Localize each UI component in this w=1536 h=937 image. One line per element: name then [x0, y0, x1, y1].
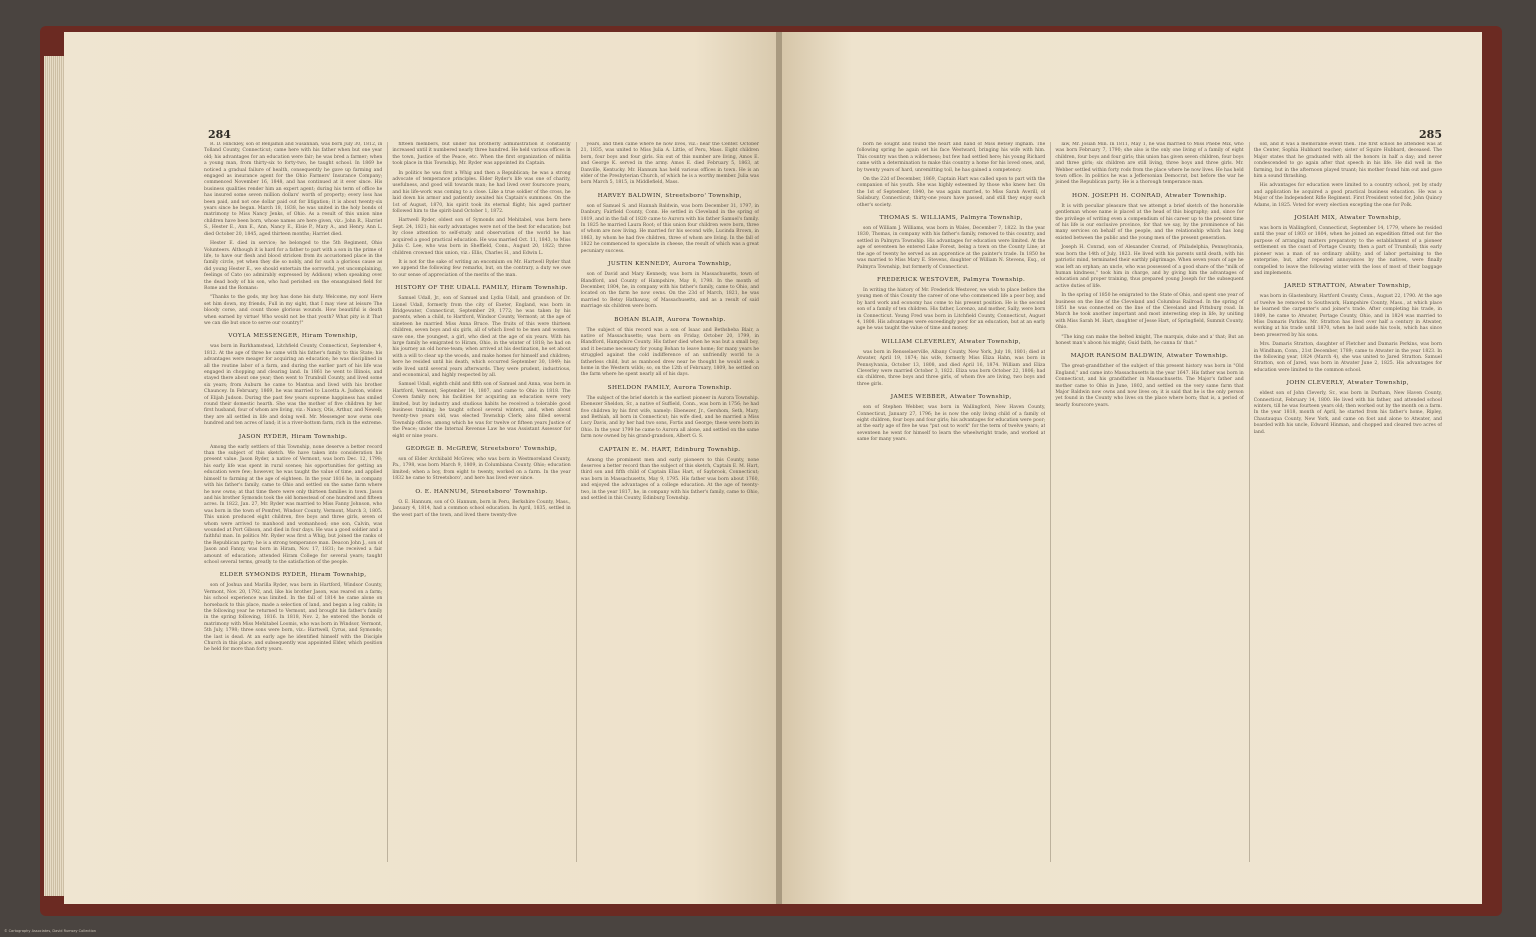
paragraph: R. D. Hinckley, son of Benjamin and Susannah, was born July 30, 1812, in Tolland County, Connecticut; came here with his father when but one year old; his advantages for an education were fair; he was bred a farmer; when a young man, from thirty-six to forty-two, he taught school. In 1869 he noticed a gradual failure of health, consequently he gave up farming and engaged as insurance agent for the Ohio Farmers' Insurance Company; commenced November 16, 1848, and has continued at it ever since. His business qualities render him an expert agent; during his term of office he has insured some seven million dollars' worth of property; every loss has been paid, and not one dollar paid out for litigation; it is about twenty-six years since he began. March 18, 1838, he was united in the holy bonds of matrimony to Miss Nancy Jenks, of Ohio. As a result of this union nine children have been born, whose names are here given, viz.: John R., Harriet S., Hester E., Ann E., Ann, Nancy E., Elsie P., Mary A., and Henry. Ann L. died October 20, 1845, aged thirteen months; Harriet died.	[204, 142, 383, 237]
section-heading: WILLIAM CLEVERLEY, Atwater Township,	[881, 338, 1021, 345]
paragraph: born he sought and found the heart and hand of Miss Betsey Ingham. The following spring he again set his face Westward, bringing his wife with him. This country was then a wilderness; but few had settled here; his young Richard came with a determination to make this country a home for his loved ones, and, by twenty years of hard, unremitting toil, he has gained a competency.	[857, 142, 1046, 173]
section-heading: HON. JOSEPH H. CONRAD, Atwater Township.	[1072, 192, 1227, 199]
section-heading: ELDER SYMONDS RYDER, Hiram Township,	[219, 572, 367, 579]
paragraph: Hester E. died in service; he belonged to the 5th Regiment, Ohio Volunteers. Although it is hard for a father to part with a son in the prime of life, to have our flesh and blood stricken from its accustomed place in the family circle, yet when they die so nobly, and for such a glorious cause as did young Hester E., we should entertain the sorrowful, yet uncomplaining, feelings of Cato (so admirably expressed by Addison) when speaking over the dead body of his son, who had perished on the ensanguined field for Rome and the Romans:	[204, 241, 383, 291]
paragraph: Among the prominent men and early pioneers to this County, none deserves a better record than the subject of this sketch, Captain E. M. Hart, third son and fifth child of Captain Elias Hart, of Saybrook, Connecticut; was born in Massachusetts, May 9, 1795. His father was born about 1760, and enjoyed the advantages of a college education. At the age of twenty-two, in the year 1817, he, in company with his father's family, came to Ohio, and settled in this County, Edinburg Township.	[580, 457, 759, 502]
section-heading: THOMAS S. WILLIAMS, Palmyra Township,	[879, 215, 1023, 222]
paragraph: "Thanks to the gods, my boy has done his duty. Welcome, my son! Here set him down, my friends, Full in my sight, that I may view at leisure The bloody corse, and count those glorious wounds. How beautiful is death when earned by virtue! Who would not be that youth? What pity is it That we can die but once to serve our country!"	[204, 295, 383, 326]
section-heading: JOHN CLEVERLY, Atwater Township,	[1286, 380, 1409, 387]
section-heading: JOSIAH MIX, Atwater Township,	[1294, 215, 1402, 222]
paragraph: was born in Rensselaerville, Albany County, New York, July 18, 1801; died at Atwater, April 19, 1874; his wife, formerly Miss Eliza Hahn, was born in Pennsylvania, October 13, 1808, and died April 16, 1874. William and Eliza Cleverley were married October 3, 1822. Eliza was born October 22, 1806; had six children, three boys and three girls, of whom five are living, two boys and three girls.	[857, 349, 1046, 387]
section-heading: O. E. HANNUM, Streetsboro' Township.	[415, 488, 548, 495]
paragraph: The great-grandfather of the subject of this present history was born in "Old England," and came into Massachusetts in the year 1647. His father was born in Connecticut, and his grandfather in Massachusetts. The Major's father and mother came to Ohio in June, 1802, and settled on the very same farm that Major Baldwin now owns and now lives on; it is said that he is the only person yet found in the County who lives on the place where born; that is, a period of nearly fourscore years.	[1055, 364, 1244, 408]
column-rule	[387, 142, 388, 862]
left-page-column-3	[581, 142, 759, 862]
column-rule	[576, 142, 577, 862]
paragraph: In politics he was first a Whig and then a Republican; he was a strong advocate of temperance principles. Elder Ryder's life was one of charity, usefulness, and good will towards man; he had lived over fourscore years, and his life-work was coming to a close. Like a true soldier of the cross, he laid down his armor and patiently awaited his Captain's summons. On the 1st of August, 1870, his spirit took its eternal flight; his aged partner followed him to the spirit-land October 1, 1872.	[392, 170, 571, 215]
section-heading: HISTORY OF THE UDALL FAMILY, Hiram Township.	[395, 285, 568, 292]
left-page-number: 284	[208, 128, 231, 141]
paragraph: "The king can make the belted knight, The marquis, duke and a' that; But an honest man's aboon his might; Guid faith, he canna fa' that."	[1055, 334, 1244, 346]
left-text-block	[204, 142, 759, 862]
paragraph: It is with peculiar pleasure that we attempt a brief sketch of the honorable gentleman whose name is placed at the head of this biography; and, since for the privilege of writing even a compendium of his career up to the present time of his life is our exclusive province, for that we say, by the prominence of his many services on behalf of the people, and the relationship which has long existed between the public and the young men of the present generation.	[1055, 203, 1244, 241]
section-heading: HARVEY BALDWIN, Streetsboro' Township,	[597, 192, 742, 199]
column-rule	[1249, 142, 1250, 862]
paragraph: years, and then came where he now lives, viz.: near the Center. October 21, 1835, was united to Miss Julia A. Little, of Peru, Mass. Eight children born, four boys and four girls. Six out of this number are living, Amos E. and George K. served in the army. Amos E. died February 5, 1863, at Danville, Kentucky. Mr. Hannum has held various offices in town. He is an elder of the Presbyterian Church, of which he is a worthy member. Julia was born March 5, 1815, in Middlefield, Mass.	[580, 142, 759, 186]
section-heading: FREDERICK WESTOVER, Palmyra Township.	[877, 276, 1026, 283]
section-heading: BOHAN BLAIR, Aurora Township.	[614, 316, 726, 323]
paragraph: son of Stephen Webber, was born in Wallingford, New Haven County, Connecticut, January 27, 1796; he is now the only living child of a family of eight children, four boys and four girls; his advantages for education were poor; at the early age of five he was "put out to work" for the term of twelve years; at seventeen he went for himself to learn the wheelwright trade, and worked at same for many years.	[857, 405, 1046, 443]
collection-credit: © Cartography Associates, David Rumsey Collection	[4, 929, 96, 933]
paragraph: Samuel Udall, Jr., son of Samuel and Lydia Udall, and grandson of Dr. Lionel Udall, formerly from the city of Exeter, England, was born in Bridgewater, Connecticut, September 29, 1772; he was taken by his parents, when a child, to Hartford, Windsor County, Vermont; at the age of nineteen he married Miss Anna Bruce. The fruits of this were thirteen children, seven boys and six girls, all of which lived to be men and women, save one, the youngest, a girl, who died at the age of six years. With his large family he emigrated to Hiram, Ohio, in the winter of 1818; he had on his journey an old horse-team; when arrived at his destination, he set about with a will to clear up the woods, and make homes for himself and children; here he resided until his death, which occurred September 30, 1849; his wife lived until several years afterwards. They were prudent, industrious, and economical, and highly respected by all.	[392, 296, 571, 378]
paragraph: son of David and Mary Kennedy, was born in Massachusetts, town of Blandford, and County of Hampshire, May 8, 1798. In the month of December, 1804, he, in company with his father's family, came to Ohio, and located on the farm he now owns. On the 23d of March, 1821, he was married to Betsy Hathaway, of Massachusetts, and as a result of said marriage six children were born.	[580, 272, 759, 310]
paragraph: son of William J. Williams, was born in Wales, December 7, 1822. In the year 1830, Thomas, in company with his father's family, removed to this country, and settled in Palmyra Township. His advantages for education were limited. At the age of seventeen he entered Lake Forest, being a town on the County Line; at the age of twenty he served as an apprentice at the painter's trade. In 1850 he was married to Miss Mary E. Stevens, daughter of William N. Stevens, Esq., of Palmyra Township, but formerly of Connecticut.	[857, 226, 1046, 270]
paragraph: Among the early settlers of this Township, none deserve a better record than the subject of this sketch. We have taken into consideration his present value. Jason Ryder, a native of Vermont, was born Dec. 12, 1798; his early life was spent in rural scenes; his opportunities for getting an education were few; however, he was taught the value of time, and applied himself to farming at the age of eighteen. In the year 1816 he, in company with his father's family, came to Ohio and settled on the same farm where he now owns; at that time there were only thirteen families in town. Jason and his brother Symonds took the old homestead of one hundred and fifteen acres. In 1822, Jan. 27, Mr. Ryder was married to Miss Fanny Johnson, who was born in the town of Pomfret, Windsor County, Vermont, March 3, 1805. This union produced eight children, five boys and three girls, seven of whom were arrived to manhood and womanhood; one son, Calvin, was wounded at Port Gibson, and died in four days. He was a good soldier and a faithful man. In politics Mr. Ryder was first a Whig, but joined the ranks of the Republican party; he is a strong temperance man. Deacon John J., son of Jason and Fanny, was born in Hiram, Nov. 17, 1831; he received a fair amount of education; attended Hiram College for several years; taught school several terms, greatly to the satisfaction of the people.	[204, 444, 383, 565]
right-text-block	[857, 142, 1442, 862]
paragraph: Joseph H. Conrad, son of Alexander Conrad, of Philadelphia, Pennsylvania, was born the 14th of July, 1823. He lived with his parents until death, with his patriotic mind, terminated their earthly pilgrimage. When seven years of age he was left an orphan; an uncle, who was possessed of a good share of the "milk of human kindness," took him in charge, and by giving him the advantages of education and proper training, thus prepared young Joseph for the subsequent active duties of life.	[1055, 245, 1244, 289]
right-page-column-1	[857, 142, 1045, 862]
paragraph: son of Elder Archibald McGrew, who was born in Westmoreland County, Pa., 1798, was born March 9, 1809, in Columbiana County, Ohio; education limited; when a boy, from eight to twenty, worked on a farm. In the year 1832 he came to Streetsboro', and here has lived ever since.	[392, 457, 571, 482]
section-heading: CAPTAIN E. M. HART, Edinburg Township.	[599, 446, 741, 453]
paragraph: son of Samuel S. and Hannah Baldwin, was born December 31, 1797, in Danbury, Fairfield County, Conn. He settled in Cleveland in the spring of 1819, and in the fall of 1820 came to Aurora with his father Samuel's family. In 1825 he married Laura Root; of this union four children were born, three of whom are now living. He married for his second wife, Lucinda Brown, in 1863, by whom he had five children, three of whom are living. In the fall of 1822 he commenced to speculate in cheese, the result of which was a great pecuniary success.	[580, 203, 759, 254]
column-rule	[1050, 142, 1051, 862]
paragraph: In writing the history of Mr. Frederick Westover, we wish to place before the young men of this County the career of one who commenced life a poor boy, and by hard work and economy has come to his present position. He is the second son of a family of ten children. His father, Lorenzo, and mother, Sally, were born in Connecticut. Young Fred was born in Litchfield County, Connecticut, August 4, 1808. His advantages were exceedingly poor for an education, but at an early age he was taught the value of time and money.	[857, 287, 1046, 332]
right-page-column-3	[1254, 142, 1442, 862]
paragraph: Hartwell Ryder, oldest son of Symonds and Mehitabel, was born here Sept. 24, 1821; his early advantages were not of the best for education; but by close attention to self-study and observation of the world he has acquired a good practical education. He was married Oct. 11, 1843, to Miss Julia C. Lee, who was born in Sheffield, Conn., August 20, 1822; three children crowned this union, viz.: Ellis, Charles H., and Edwin L.	[392, 218, 571, 256]
paragraph: old, and it was a memorable event then. The first school he attended was at the Center, Sophia Hubbard teacher; sister of Squire Hubbard, deceased. The Major states that he graduated with all the honors in half a day; and never condescended to go again after that speech in his life. He did well in the farming, but in the afternoon played truant; his mother found him out and gave him a sound thrashing.	[1253, 142, 1442, 180]
paragraph: On the 22d of December, 1869, Captain Hart was called upon to part with the companion of his youth. She was highly esteemed by those who knew her. On the 1st of September, 1840, he was again married, to Miss Sarah Averill, of Salisbury, Connecticut; thirty-one years have passed, and still they enjoy each other's society.	[857, 177, 1046, 208]
paragraph: It is not for the sake of writing an encomium on Mr. Hartwell Ryder that we append the following few remarks, but, on the contrary, a duty we owe to our sense of appreciation of the merits of the man.	[392, 259, 571, 278]
paragraph: law, Mr. Josiah Min. In 1811, May 1, he was married to Miss Phebe Mix, who was born February 7, 1790; she also is the only one living of a family of eight children, four boys and four girls; this union has given seven children, four boys and three girls; six children are still living, three boys and three girls. Mr. Webber settled within forty rods from the place where he now lives. He has held town office. In politics he was a Jeffersonian Democrat, but before the war he joined the Republican party. He is a thorough temperance man.	[1055, 142, 1244, 186]
paragraph: O. E. Hannum, son of O. Hannum, born in Peru, Berkshire County, Mass., January 4, 1814, had a common school education. In April, 1835, settled in the west part of the town, and lived there twenty-five	[392, 499, 571, 518]
paragraph: fifteen members, but under his brotherly administration it constantly increased until it numbered nearly three hundred. He held various offices in the town, Justice of the Peace, etc. When the first organization of militia took place in this Township, Mr. Ryder was appointed its Captain.	[392, 142, 571, 167]
paragraph: The subject of the brief sketch is the earliest pioneer in Aurora Township. Ebenezer Sheldon, Sr., a native of Suffield, Conn., was born in 1756; he had five children by his first wife, namely: Ebenezer, Jr., Gershom, Seth, Mary, and Bethiah, all born in Connecticut; his wife died, and he married a Miss Lucy Davis, and by her had two sons, Fortis and George; these were born in Ohio. In the year 1799 he came to Aurora all alone, and settled on the same farm now owned by his grand-grandson, Albert G. S.	[580, 395, 759, 440]
right-page-column-2	[1055, 142, 1243, 862]
section-heading: SHELDON FAMILY, Aurora Township.	[607, 384, 732, 391]
section-heading: MAJOR RANSOM BALDWIN, Atwater Township.	[1070, 353, 1229, 360]
left-page-column-1	[204, 142, 382, 862]
section-heading: JAMES WEBBER, Atwater Township,	[890, 394, 1012, 401]
right-page	[782, 32, 1482, 904]
section-heading: JASON RYDER, Hiram Township.	[238, 433, 348, 440]
section-heading: GEORGE B. McGREW, Streetsboro' Township,	[405, 446, 558, 453]
paragraph: His advantages for education were limited to a country school, yet by study and application he acquired a good practical business education. He was a Major of the Independent Rifle Regiment. First President voted for, John Quincy Adams, in 1825. Voted for every election excepting the one for Polk.	[1253, 183, 1442, 208]
paragraph: was born in Glastenbury, Hartford County, Conn., August 22, 1790. At the age of twelve he removed to Southwark, Hampshire County, Mass., at which place he learned the carpenter's and joiner's trade. After completing his trade, in 1809, he came to Atwater, Portage County, Ohio, and in 1824 was married to Miss Damaris Parkins. Mr. Stratton has lived over half a century in Atwater, working at his trade until 1870, when he laid aside his tools, which has since been preserved by his sons.	[1253, 294, 1442, 338]
book	[40, 26, 1502, 916]
paragraph: was born in Wallingford, Connecticut, September 14, 1779, where he resided until the year of 1803 or 1804, when he joined an expedition fitted out for the purpose of arranging matters preparatory to the establishment of a pioneer settlement on the coast of Portage County, then a part of Trumbull; this early pioneer was a man of no ordinary ability; and of labor pertaining to the enterprise, but, after repeated annoyances by the natives, were finally compelled to leave the following winter with the loss of most of their baggage and implements.	[1253, 226, 1442, 276]
section-heading: JUSTIN KENNEDY, Aurora Township,	[608, 261, 732, 268]
left-page	[64, 32, 780, 904]
paragraph: The subject of this record was a son of Isaac and Bethsheba Blair, a native of Massachusetts; was born on Friday, October 20, 1799, in Blandford, Hampshire County. His father died when he was but a small boy, and it became necessary for young Bohan to leave home; for many years he struggled against the cold indifference of an unfriendly world to a fatherless child, but as manhood drew near he thought he would seek a home in the Western wilds; so, on the 12th of February, 1809, he settled on the farm where he spent nearly all of his days.	[580, 327, 759, 378]
paragraph: Mrs. Damaris Stratton, daughter of Fletcher and Damaris Perkins, was born in Windham, Conn., 21st December, 1789; came to Atwater in the year 1823. In the following year, 1824 (March 4), she was united to Jared Stratton. Samuel Stratton, son of Jared, was born in Atwater June 2, 1825. His advantages for education were limited to the common school.	[1253, 342, 1442, 373]
paragraph: son of Joshua and Marilla Ryder, was born in Hartford, Windsor County, Vermont, Nov. 20, 1792, and, like his brother Jason, was reared on a farm; his school experience was limited. In the fall of 1814 he came alone on horseback to this place, made a selection of land, and began a log cabin; in the following year he returned to Vermont, and brought his father's family in the spring following, 1816. In 1818, Nov. 2, he entered the bonds of matrimony with Miss Mehitabel Loomis, who was born in Windsor, Vermont, 5th July, 1798; three sons were born, viz.: Hartwell, Cyrus, and Symonds; the last is dead. At an early age he identified himself with the Disciple Church in this place, and subsequently was appointed Elder, which position he held for more than forty years.	[204, 583, 383, 653]
paragraph: Samuel Udall, eighth child and fifth son of Samuel and Anna, was born in Hartford, Vermont, September 14, 1807, and came to Ohio in 1818. The Cowen family now, his facilities for acquiring an education were very limited, but by industry and studious habits he received a tolerable good business training; he taught school several winters, and, when about twenty-two years old, was elected Township Clerk; also filled several Township offices, among which he was for twelve or fifteen years Justice of the Peace; under the Internal Revenue Law he was Assistant Assessor for eight or nine years.	[392, 382, 571, 439]
page-edges	[44, 56, 66, 896]
section-heading: VOYLA MESSENGER, Hiram Township,	[228, 333, 359, 340]
paragraph: was born in Barkhamstead, Litchfield County, Connecticut, September 4, 1812. At the age of three he came with his father's family to this State; his advantages were meager for acquiring an education; he was disciplined in all the routine labor of a farm, and during the earlier part of his life was engaged in chopping and clearing land. In 1861 he went to Illinois, and stayed there about one year; then went to Trumbull County, and lived some six years; from Auburn he came to Mantua and lived with his brother Chauncey. In February, 1869, he was married to Lucetta A. Judson, widow of Elijah Judson. During the past few years supreme happiness has smiled round their domestic hearth. She was the mother of five children by her first husband, four of whom are living, viz.: Nancy, Otis, Arthur, and Newell; they are all settled in life and doing well. Mr. Messenger now owns one hundred and ten acres of land; it is a river-bottom farm, rich in the extreme.	[204, 344, 383, 427]
section-heading: JARED STRATTON, Atwater Township,	[1284, 283, 1412, 290]
right-page-number: 285	[1419, 128, 1442, 141]
left-page-column-2	[392, 142, 570, 862]
paragraph: eldest son of John Cleverly, Sr., was born in Durham, New Haven County, Connecticut, February 14, 1800. He lived with his father, and attended school winters, till he was fourteen years old; then worked out by the month on a farm. In the year 1818, month of April, he started from his father's home, Ripley, Chautauqua County, New York, and came on foot and alone to Atwater, and boarded with his uncle, Edward Hinman, and chopped and cleared two acres of land.	[1253, 391, 1442, 435]
paragraph: In the spring of 1850 he emigrated to the State of Ohio, and spent one year of business on the line of the Cleveland and Columbus Railroad. In the spring of 1851 he was connected on the line of the Cleveland and Pittsburg road. In March he took another important and most interesting step in life, by uniting with Miss Sarah M. Hart, daughter of Jesse Hart, of Springfield, Summit County, Ohio.	[1055, 293, 1244, 331]
